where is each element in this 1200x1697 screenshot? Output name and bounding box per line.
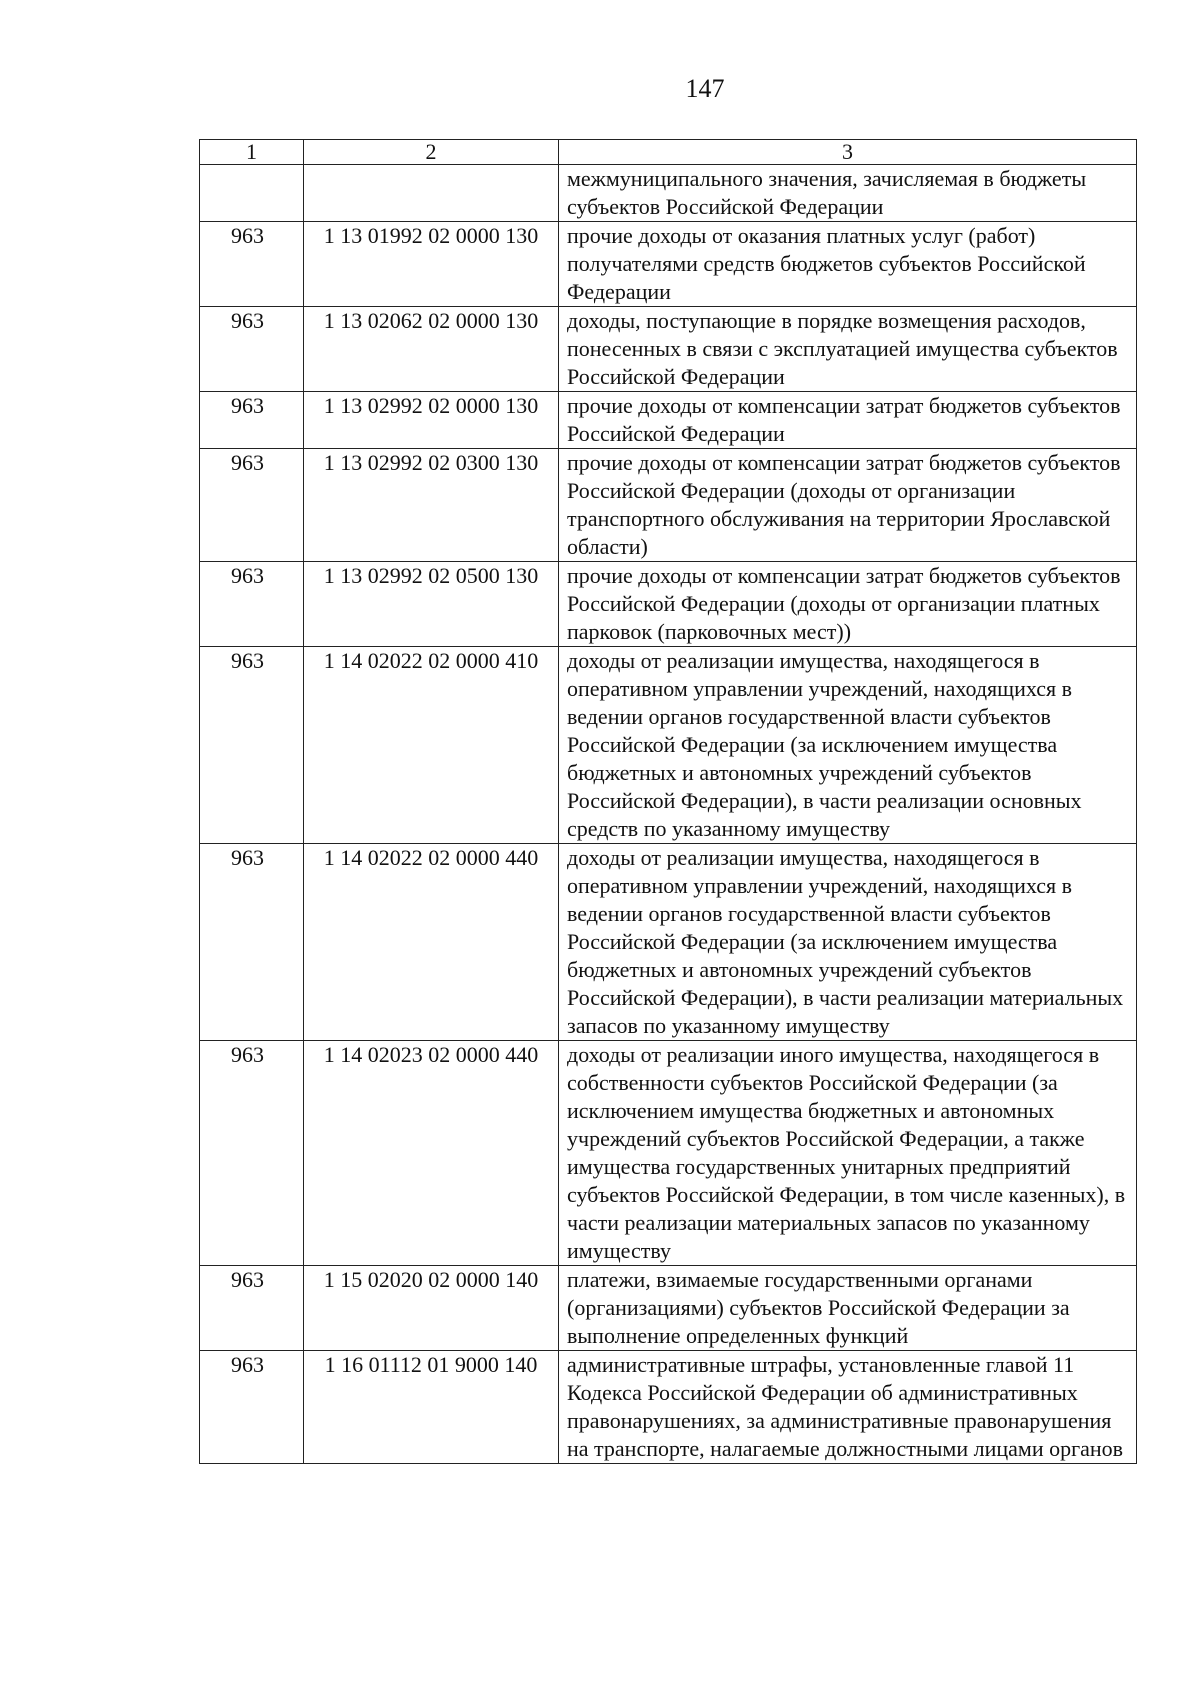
admin-code-cell: 963 <box>200 449 304 562</box>
table-row <box>200 222 1137 307</box>
revenue-description-cell: доходы от реализации иного имущества, находящегося в собственности субъектов Российской Федерации (за исключением имущества бюджетных и автономных учреждений субъектов Российской Федерации, а также имущества государственных унитарных предприятий субъектов Российской Федерации, в том числе казенных), в части реализации материальных запасов по указанному имуществу <box>559 1041 1137 1266</box>
revenue-description-cell: прочие доходы от компенсации затрат бюджетов субъектов Российской Федерации <box>559 392 1137 449</box>
table-row <box>200 165 1137 222</box>
table-row <box>200 647 1137 844</box>
budget-code-cell: 1 13 01992 02 0000 130 <box>304 222 559 307</box>
revenue-description-cell: доходы от реализации имущества, находящегося в оперативном управлении учреждений, находящихся в ведении органов государственной власти субъектов Российской Федерации (за исключением имущества бюджетных и автономных учреждений субъектов Российской Федерации), в части реализации основных средств по указанному имуществу <box>559 647 1137 844</box>
table-row <box>200 844 1137 1041</box>
table-row <box>200 307 1137 392</box>
revenue-description-cell: платежи, взимаемые государственными органами (организациями) субъектов Российской Федерации за выполнение определенных функций <box>559 1266 1137 1351</box>
admin-code-cell: 963 <box>200 222 304 307</box>
budget-code-cell: 1 16 01112 01 9000 140 <box>304 1351 559 1464</box>
table-row <box>200 1266 1137 1351</box>
admin-code-cell: 963 <box>200 844 304 1041</box>
table-header-row <box>200 140 1137 165</box>
budget-code-cell: 1 14 02022 02 0000 440 <box>304 844 559 1041</box>
revenue-description-cell: прочие доходы от компенсации затрат бюджетов субъектов Российской Федерации (доходы от организации транспортного обслуживания на территории Ярославской области) <box>559 449 1137 562</box>
table-row <box>200 1041 1137 1266</box>
revenue-description-cell: прочие доходы от оказания платных услуг (работ) получателями средств бюджетов субъектов Российской Федерации <box>559 222 1137 307</box>
admin-code-cell: 963 <box>200 307 304 392</box>
column-header-3: 3 <box>559 140 1137 165</box>
budget-code-cell: 1 14 02022 02 0000 410 <box>304 647 559 844</box>
admin-code-cell <box>200 165 304 222</box>
admin-code-cell: 963 <box>200 1351 304 1464</box>
page-number: 147 <box>685 74 725 103</box>
budget-code-cell: 1 13 02062 02 0000 130 <box>304 307 559 392</box>
budget-code-cell <box>304 165 559 222</box>
admin-code-cell: 963 <box>200 647 304 844</box>
column-header-1: 1 <box>200 140 304 165</box>
admin-code-cell: 963 <box>200 1266 304 1351</box>
budget-code-cell: 1 13 02992 02 0000 130 <box>304 392 559 449</box>
admin-code-cell: 963 <box>200 1041 304 1266</box>
table-row <box>200 1351 1137 1464</box>
revenue-description-cell: межмуниципального значения, зачисляемая в бюджеты субъектов Российской Федерации <box>559 165 1137 222</box>
budget-code-cell: 1 13 02992 02 0300 130 <box>304 449 559 562</box>
column-header-2: 2 <box>304 140 559 165</box>
admin-code-cell: 963 <box>200 392 304 449</box>
revenue-description-cell: доходы, поступающие в порядке возмещения расходов, понесенных в связи с эксплуатацией имущества субъектов Российской Федерации <box>559 307 1137 392</box>
budget-code-cell: 1 15 02020 02 0000 140 <box>304 1266 559 1351</box>
budget-code-cell: 1 14 02023 02 0000 440 <box>304 1041 559 1266</box>
revenue-description-cell: административные штрафы, установленные главой 11 Кодекса Российской Федерации об административных правонарушениях, за административные правонарушения на транспорте, налагаемые должностными лицами органов <box>559 1351 1137 1464</box>
revenue-description-cell: доходы от реализации имущества, находящегося в оперативном управлении учреждений, находящихся в ведении органов государственной власти субъектов Российской Федерации (за исключением имущества бюджетных и автономных учреждений субъектов Российской Федерации), в части реализации материальных запасов по указанному имуществу <box>559 844 1137 1041</box>
table-row <box>200 392 1137 449</box>
revenue-description-cell: прочие доходы от компенсации затрат бюджетов субъектов Российской Федерации (доходы от организации платных парковок (парковочных мест)) <box>559 562 1137 647</box>
table-row <box>200 449 1137 562</box>
admin-code-cell: 963 <box>200 562 304 647</box>
budget-code-cell: 1 13 02992 02 0500 130 <box>304 562 559 647</box>
revenue-codes-table <box>199 139 1137 1464</box>
table-row <box>200 562 1137 647</box>
